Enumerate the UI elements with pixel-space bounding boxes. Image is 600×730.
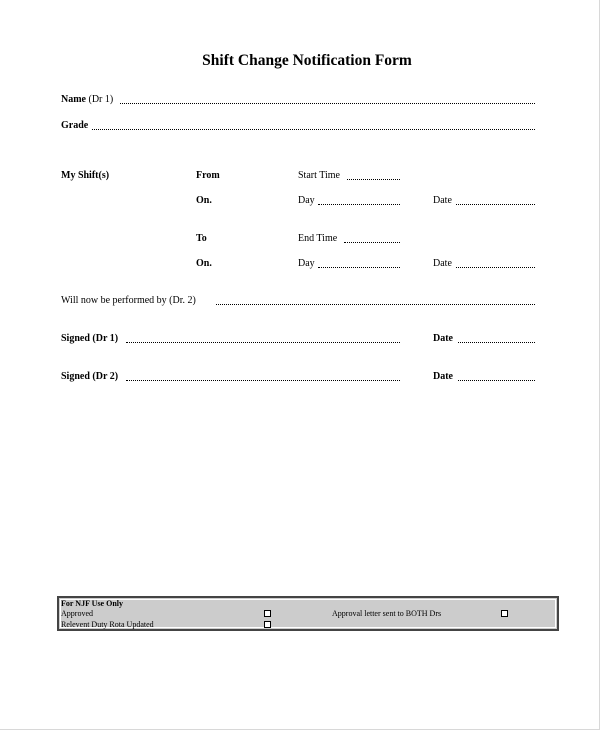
my-shifts-label: My Shift(s) bbox=[61, 170, 110, 181]
approved-checkbox[interactable] bbox=[264, 610, 271, 617]
end-time-label: End Time bbox=[298, 233, 338, 244]
on-label-1: On. bbox=[196, 195, 212, 206]
start-time-field[interactable] bbox=[347, 179, 400, 180]
date-field-1[interactable] bbox=[456, 204, 535, 205]
njf-heading: For NJF Use Only bbox=[61, 599, 123, 608]
day-field-1[interactable] bbox=[318, 204, 400, 205]
date-label-2: Date bbox=[433, 258, 452, 269]
signed-date-label-2: Date bbox=[433, 371, 453, 382]
signed-dr1-field[interactable] bbox=[126, 342, 400, 343]
day-field-2[interactable] bbox=[318, 267, 400, 268]
signed-date-field-1[interactable] bbox=[458, 342, 535, 343]
from-label: From bbox=[196, 170, 220, 181]
page-title: Shift Change Notification Form bbox=[202, 52, 412, 69]
signed-dr2-field[interactable] bbox=[126, 380, 400, 381]
performed-by-label: Will now be performed by (Dr. 2) bbox=[61, 295, 196, 306]
name-label bbox=[61, 94, 113, 105]
approval-letter-checkbox[interactable] bbox=[501, 610, 508, 617]
signed-dr1-label: Signed (Dr 1) bbox=[61, 333, 119, 344]
signed-dr2-label: Signed (Dr 2) bbox=[61, 371, 119, 382]
to-label: To bbox=[196, 233, 207, 244]
performed-by-field[interactable] bbox=[216, 304, 535, 305]
approved-label: Approved bbox=[61, 609, 93, 618]
signed-date-label-1: Date bbox=[433, 333, 453, 344]
grade-field[interactable] bbox=[92, 129, 535, 130]
day-label-2: Day bbox=[298, 258, 315, 269]
name-label-bold: Name bbox=[61, 94, 86, 105]
grade-label: Grade bbox=[61, 120, 89, 131]
end-time-field[interactable] bbox=[344, 242, 400, 243]
start-time-label: Start Time bbox=[298, 170, 340, 181]
signed-date-field-2[interactable] bbox=[458, 380, 535, 381]
rota-updated-label: Relevent Duty Rota Updated bbox=[61, 620, 154, 629]
name-field[interactable] bbox=[120, 103, 535, 104]
on-label-2: On. bbox=[196, 258, 212, 269]
date-field-2[interactable] bbox=[456, 267, 535, 268]
day-label-1: Day bbox=[298, 195, 315, 206]
rota-updated-checkbox[interactable] bbox=[264, 621, 271, 628]
date-label-1: Date bbox=[433, 195, 452, 206]
approval-letter-label: Approval letter sent to BOTH Drs bbox=[332, 609, 442, 618]
name-label-rest: (Dr 1) bbox=[88, 94, 114, 105]
